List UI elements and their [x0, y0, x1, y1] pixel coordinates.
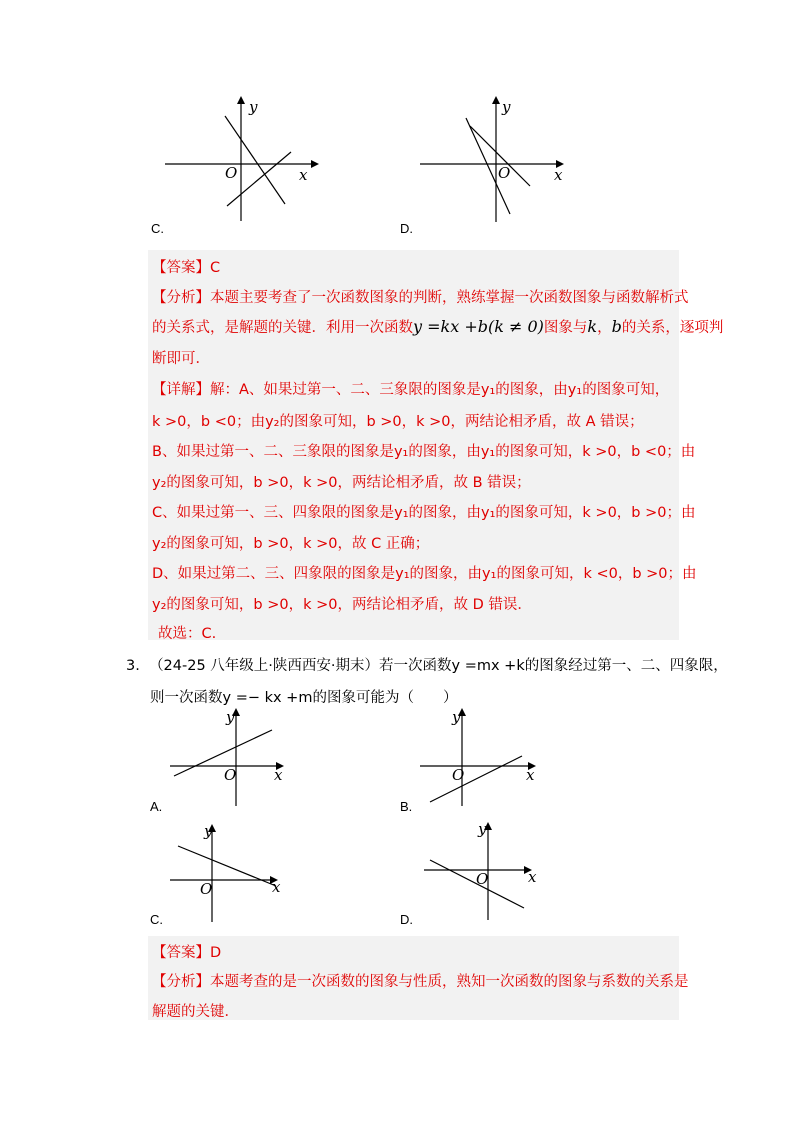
option-c-label: C. — [150, 912, 163, 927]
y-axis-label: y — [226, 708, 235, 726]
origin-label: O — [224, 766, 237, 784]
option-d-label: D. — [400, 221, 413, 236]
analysis2-line-1: 【分析】本题考查的是一次函数的图象与性质，熟知一次函数的图象与系数的关系是 — [152, 974, 689, 990]
y-axis-label: y — [204, 822, 213, 840]
detail-line-3: B、如果过第一、二、三象限的图象是y₁的图象，由y₁的图象可知，k >0，b <0；由 — [152, 444, 696, 460]
origin-label: O — [498, 164, 511, 182]
detail-line-8: y₂的图象可知，b >0，k >0，两结论相矛盾，故 D 错误． — [152, 597, 532, 613]
analysis2-line-2: 解题的关键． — [152, 1004, 239, 1020]
detail-line-5: C、如果过第一、三、四象限的图象是y₁的图象，由y₁的图象可知，k >0，b >0；由 — [152, 505, 696, 521]
question-3-line-1: 3. （24-25 八年级上·陕西西安·期末）若一次函数y =mx +k的图象经过第一、二、四象限， — [126, 658, 728, 674]
x-axis-label: x — [526, 766, 535, 784]
detail-line-1: 【详解】解：A、如果过第一、二、三象限的图象是y₁的图象，由y₁的图象可知， — [152, 382, 670, 398]
graph-option-d-top — [420, 96, 580, 226]
analysis-line-3: 断即可． — [152, 351, 210, 367]
graph-option-c-top — [165, 96, 325, 226]
analysis-line-1: 【分析】本题主要考查了一次函数图象的判断，熟练掌握一次函数图象与函数解析式 — [152, 290, 689, 306]
x-axis-label: x — [528, 868, 537, 886]
origin-label: O — [225, 164, 238, 182]
graph-option-b — [420, 708, 550, 808]
detail-line-7: D、如果过第二、三、四象限的图象是y₁的图象，由y₁的图象可知，k <0，b >0；由 — [152, 566, 697, 582]
option-b-label: B. — [400, 799, 413, 814]
origin-label: O — [476, 870, 489, 888]
detail-line-2: k >0，b <0；由y₂的图象可知，b >0，k >0，两结论相矛盾，故 A 错误； — [152, 414, 644, 430]
origin-label: O — [452, 766, 465, 784]
x-axis-label: x — [272, 878, 281, 896]
analysis-line-2: 的关系式，是解题的关键．利用一次函数y =kx +b(k ≠ 0)图象与k，b的关系，逐项判 — [152, 317, 724, 336]
x-axis-label: x — [299, 166, 308, 184]
graph-option-a — [170, 708, 300, 808]
y-axis-label: y — [478, 820, 487, 838]
question-3-line-2: 则一次函数y =− kx +m的图象可能为（ ） — [150, 690, 458, 706]
graph-option-d — [420, 822, 550, 922]
origin-label: O — [200, 880, 213, 898]
option-d-label: D. — [400, 912, 413, 927]
y-axis-label: y — [502, 98, 511, 116]
y-axis-label: y — [249, 98, 258, 116]
detail-line-4: y₂的图象可知，b >0，k >0，两结论相矛盾，故 B 错误； — [152, 475, 531, 491]
option-a-label: A. — [150, 799, 163, 814]
detail-line-6: y₂的图象可知，b >0，k >0，故 C 正确； — [152, 536, 430, 552]
detail-line-9: 故选：C. — [158, 626, 217, 642]
x-axis-label: x — [554, 166, 563, 184]
graph-option-c — [170, 824, 300, 924]
answer-line-2: 【答案】D — [152, 945, 222, 961]
answer-line: 【答案】C — [152, 260, 221, 276]
option-c-label: C. — [151, 221, 164, 236]
y-axis-label: y — [452, 708, 461, 726]
x-axis-label: x — [274, 766, 283, 784]
